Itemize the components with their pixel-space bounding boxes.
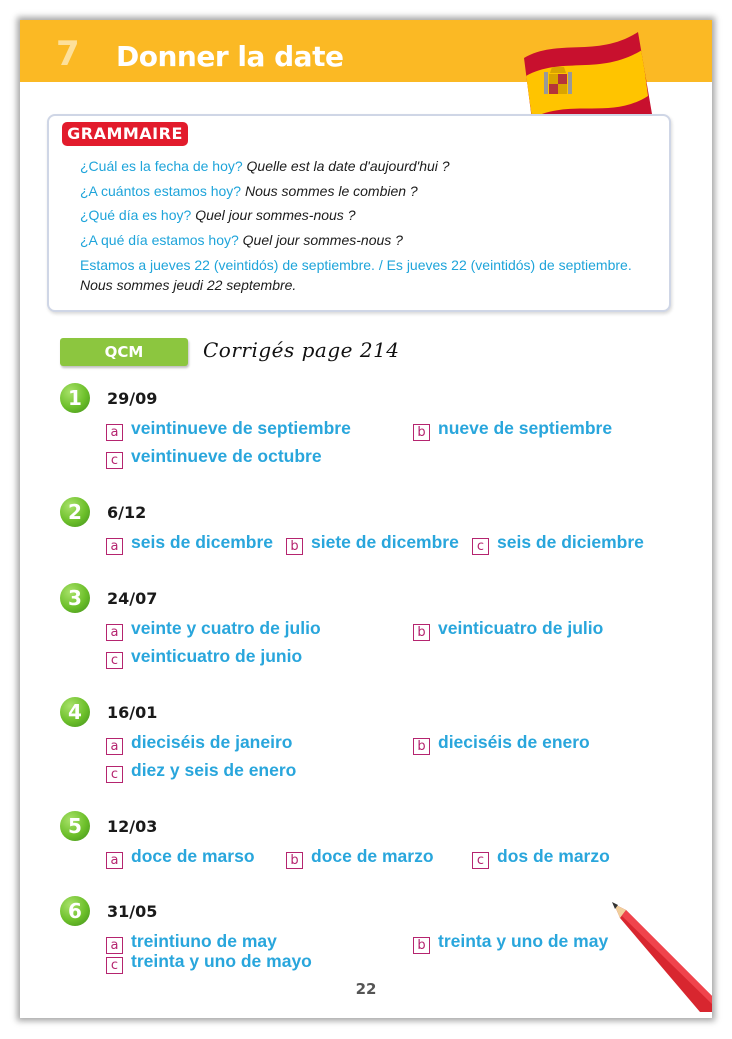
grammar-line [80, 203, 640, 228]
checkbox-b[interactable]: b [286, 852, 303, 869]
option-c[interactable] [472, 846, 610, 869]
option-a[interactable] [106, 846, 255, 869]
question-number-badge: 3 [60, 583, 90, 613]
question-date: 29/09 [107, 389, 158, 408]
option-label: treintiuno de may [131, 931, 277, 951]
checkbox-a[interactable]: a [106, 624, 123, 641]
checkbox-c[interactable]: c [472, 852, 489, 869]
option-b[interactable] [413, 931, 608, 954]
chapter-title: Donner la date [116, 40, 344, 73]
red-pencil-icon [610, 900, 712, 1018]
spanish-question: ¿Cuál es la fecha de hoy? [80, 158, 243, 174]
spanish-question: ¿A cuántos estamos hoy? [80, 182, 242, 199]
grammar-tag: GRAMMAIRE [62, 122, 188, 146]
french-translation: Quelle est la date d'aujourd'hui ? [246, 158, 450, 174]
french-example: Nous sommes jeudi 22 septembre. [80, 277, 297, 293]
checkbox-c[interactable]: c [106, 766, 123, 783]
question-number-badge: 6 [60, 896, 90, 926]
question-number-badge: 4 [60, 697, 90, 727]
option-c[interactable] [106, 646, 302, 669]
page [20, 20, 712, 1018]
checkbox-b[interactable]: b [413, 937, 430, 954]
option-b[interactable] [413, 732, 590, 755]
checkbox-c[interactable]: c [106, 652, 123, 669]
option-a[interactable] [106, 618, 321, 641]
checkbox-b[interactable]: b [413, 624, 430, 641]
option-label: veinticuatro de julio [438, 618, 604, 638]
checkbox-a[interactable]: a [106, 937, 123, 954]
checkbox-b[interactable]: b [286, 538, 303, 555]
option-c[interactable] [106, 951, 312, 974]
question-date: 24/07 [107, 589, 158, 608]
question-number-badge: 1 [60, 383, 90, 413]
option-label: treinta y uno de may [438, 931, 609, 951]
grammar-line [80, 179, 640, 204]
checkbox-b[interactable]: b [413, 424, 430, 441]
checkbox-b[interactable]: b [413, 738, 430, 755]
question-date: 6/12 [107, 503, 147, 522]
qcm-tag: QCM [60, 338, 188, 366]
checkbox-c[interactable]: c [106, 452, 123, 469]
option-b[interactable] [286, 846, 434, 869]
option-label: diez y seis de enero [131, 760, 297, 780]
checkbox-a[interactable]: a [106, 538, 123, 555]
option-label: nueve de septiembre [438, 418, 613, 438]
french-translation: Quel jour sommes-nous ? [195, 207, 356, 223]
grammar-line [80, 154, 640, 179]
question-date: 12/03 [107, 817, 158, 836]
option-label: dieciséis de janeiro [131, 732, 293, 752]
answers-note: Corrigés page 214 [203, 338, 400, 362]
spanish-question: ¿A qué día estamos hoy? [80, 231, 239, 248]
option-b[interactable] [286, 532, 459, 555]
option-a[interactable] [106, 418, 351, 441]
option-label: siete de dicembre [311, 532, 459, 552]
option-c[interactable] [106, 446, 322, 469]
page-number: 22 [355, 980, 377, 998]
chapter-number: 7 [56, 34, 80, 74]
option-label: veintinueve de octubre [131, 446, 322, 466]
option-label: treinta y uno de mayo [131, 951, 312, 971]
french-translation: Quel jour sommes-nous ? [242, 231, 403, 248]
grammar-line [80, 228, 640, 253]
option-label: seis de dicembre [131, 532, 274, 552]
checkbox-a[interactable]: a [106, 852, 123, 869]
option-c[interactable] [106, 760, 296, 783]
option-label: doce de marzo [311, 846, 434, 866]
checkbox-a[interactable]: a [106, 424, 123, 441]
option-c[interactable] [472, 532, 644, 555]
grammar-example [80, 255, 640, 295]
option-label: veintinueve de septiembre [131, 418, 351, 438]
option-b[interactable] [413, 418, 612, 441]
option-label: dieciséis de enero [438, 732, 590, 752]
option-label: seis de diciembre [497, 532, 644, 552]
spanish-example: Estamos a jueves 22 (veintidós) de septiembre. / Es jueves 22 (veintidós) de septiembre. [80, 257, 632, 273]
option-a[interactable] [106, 532, 273, 555]
french-translation: Nous sommes le combien ? [244, 182, 418, 199]
checkbox-c[interactable]: c [106, 957, 123, 974]
question-number-badge: 5 [60, 811, 90, 841]
checkbox-a[interactable]: a [106, 738, 123, 755]
grammar-lines [80, 154, 640, 295]
question-date: 31/05 [107, 902, 158, 921]
option-label: veinticuatro de junio [131, 646, 303, 666]
option-b[interactable] [413, 618, 603, 641]
option-a[interactable] [106, 732, 292, 755]
option-label: dos de marzo [497, 846, 610, 866]
checkbox-c[interactable]: c [472, 538, 489, 555]
spanish-question: ¿Qué día es hoy? [80, 207, 192, 223]
question-date: 16/01 [107, 703, 158, 722]
option-label: doce de marso [131, 846, 255, 866]
question-number-badge: 2 [60, 497, 90, 527]
option-label: veinte y cuatro de julio [131, 618, 321, 638]
